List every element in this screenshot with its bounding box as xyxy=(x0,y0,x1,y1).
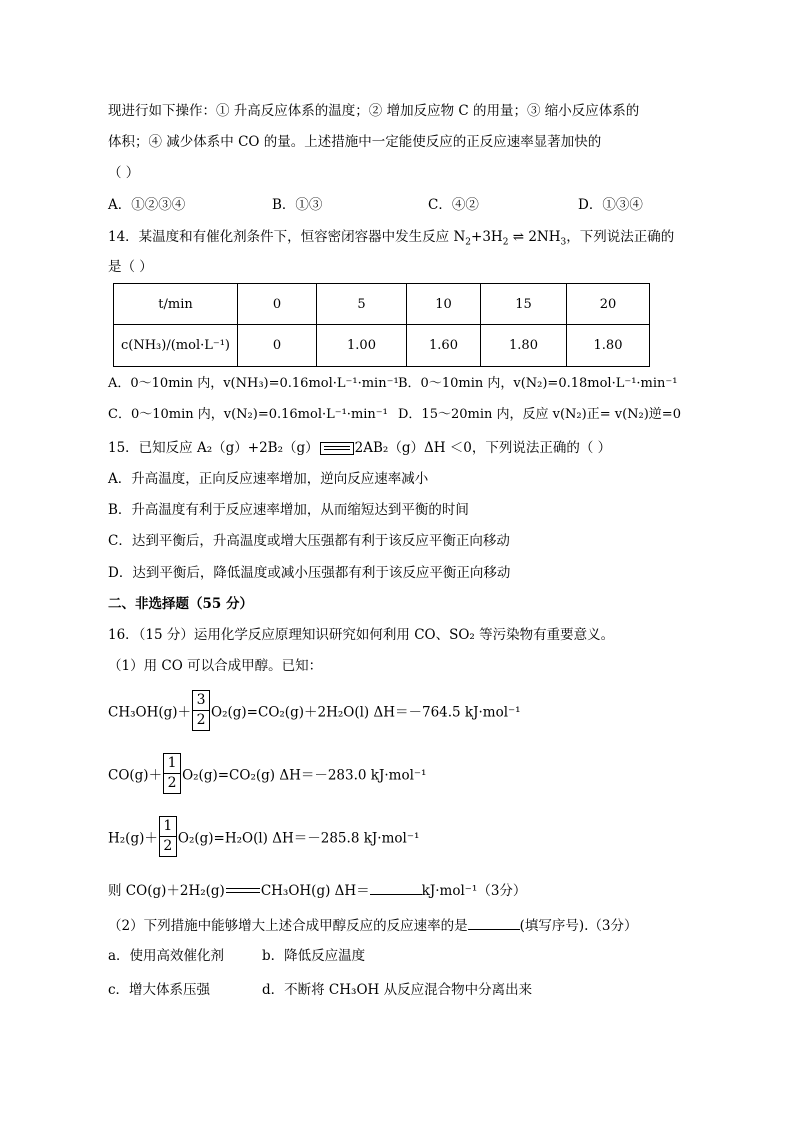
q13-option-d: D．①③④ xyxy=(578,197,643,213)
table-cell: 1.00 xyxy=(317,325,407,367)
equation-1: CH₃OH(g)＋ $\frac{3}{2}$ O₂(g)=CO₂(g)＋2H₂O(l) ΔH＝－764.5 kJ·mol⁻¹ xyxy=(108,690,521,731)
q14-data-table xyxy=(113,283,650,367)
equation-3: H₂(g)＋ $\frac{1}{2}$ O₂(g)=H₂O(l) ΔH＝－285.8 kJ·mol⁻¹ xyxy=(108,816,419,857)
fraction: $\frac{3}{2}$ xyxy=(192,690,210,731)
section-heading: 二、非选择题（55 分） xyxy=(108,596,253,612)
answer-blank[interactable] xyxy=(468,915,520,930)
q16-option-b: b．降低反应温度 xyxy=(262,948,366,964)
q13-line2: 体积；④ 减少体系中 CO 的量。上述措施中一定能使反应的正反应速率显著加快的 xyxy=(108,134,602,150)
q13-option-b: B．①③ xyxy=(272,197,323,213)
equilibrium-arrow-icon xyxy=(226,887,260,897)
q15-stem: 15．已知反应 A₂（g）+2B₂（g） 2AB₂（g）ΔH ＜0，下列说法正确的（ ） xyxy=(108,440,612,456)
table-cell: 1.80 xyxy=(567,325,650,367)
q16-part1: （1）用 CO 可以合成甲醇。已知： xyxy=(108,658,323,674)
q14-option-b: B．0～10min 内，v(N₂)=0.18mol·L⁻¹·min⁻¹ xyxy=(398,376,678,391)
q16-stem: 16．（15 分）运用化学反应原理知识研究如何利用 CO、SO₂ 等污染物有重要意义。 xyxy=(108,627,615,643)
q15-option-b: B．升高温度有利于反应速率增加，从而缩短达到平衡的时间 xyxy=(108,502,469,518)
table-cell: 0 xyxy=(238,325,317,367)
q13-option-a: A．①②③④ xyxy=(108,197,186,213)
table-row xyxy=(114,284,650,325)
equation-4: 则 CO(g)＋2H₂(g) CH₃OH(g) ΔH＝ kJ·mol⁻¹（3分） xyxy=(108,880,526,901)
table-row xyxy=(114,325,650,367)
table-header-cell: 10 xyxy=(407,284,481,325)
q15-option-c: C．达到平衡后，升高温度或增大压强都有利于该反应平衡正向移动 xyxy=(108,533,510,549)
table-header-cell: 15 xyxy=(481,284,567,325)
answer-blank[interactable] xyxy=(370,880,422,895)
q15-option-a: A．升高温度，正向反应速率增加，逆向反应速率减小 xyxy=(108,471,429,487)
fraction: $\frac{1}{2}$ xyxy=(159,816,177,857)
table-header-cell: 20 xyxy=(567,284,650,325)
fraction: $\frac{1}{2}$ xyxy=(163,753,181,794)
table-cell: 1.80 xyxy=(481,325,567,367)
table-cell: 1.60 xyxy=(407,325,481,367)
equilibrium-arrow-icon xyxy=(320,442,354,455)
q14-option-d: D．15～20min 内，反应 v(N₂)正= v(N₂)逆=0 xyxy=(398,407,681,422)
q14-option-a: A．0～10min 内，v(NH₃)=0.16mol·L⁻¹·min⁻¹ xyxy=(108,376,399,391)
table-header-cell: 0 xyxy=(238,284,317,325)
q15-option-d: D．达到平衡后，降低温度或减小压强都有利于该反应平衡正向移动 xyxy=(108,565,511,581)
q14-stem: 14．某温度和有催化剂条件下，恒容密闭容器中发生反应 $N_2+3H_2$ ⇌ $2NH_3$，下列说法正确的 xyxy=(108,229,675,248)
table-cell: c(NH₃)/(mol·L⁻¹) xyxy=(114,325,238,367)
table-header-cell: 5 xyxy=(317,284,407,325)
table-header-cell: t/min xyxy=(114,284,238,325)
q16-part2: （2）下列措施中能够增大上述合成甲醇反应的反应速率的是 (填写序号).（3分） xyxy=(108,915,638,936)
equation-2: CO(g)＋ $\frac{1}{2}$ O₂(g)=CO₂(g) ΔH＝－283.0 kJ·mol⁻¹ xyxy=(108,753,426,794)
q16-option-c: c．增大体系压强 xyxy=(108,982,211,998)
q16-option-d: d．不断将 CH₃OH 从反应混合物中分离出来 xyxy=(262,982,533,998)
q13-option-c: C．④② xyxy=(428,197,479,213)
q14-stem-line2: 是（ ） xyxy=(108,259,153,275)
q13-line1: 现进行如下操作：① 升高反应体系的温度；② 增加反应物 C 的用量；③ 缩小反应体系的 xyxy=(108,103,640,119)
q16-option-a: a．使用高效催化剂 xyxy=(108,948,225,964)
q13-paren: （ ） xyxy=(108,165,140,181)
q14-option-c: C．0～10min 内，v(N₂)=0.16mol·L⁻¹·min⁻¹ xyxy=(108,407,388,422)
